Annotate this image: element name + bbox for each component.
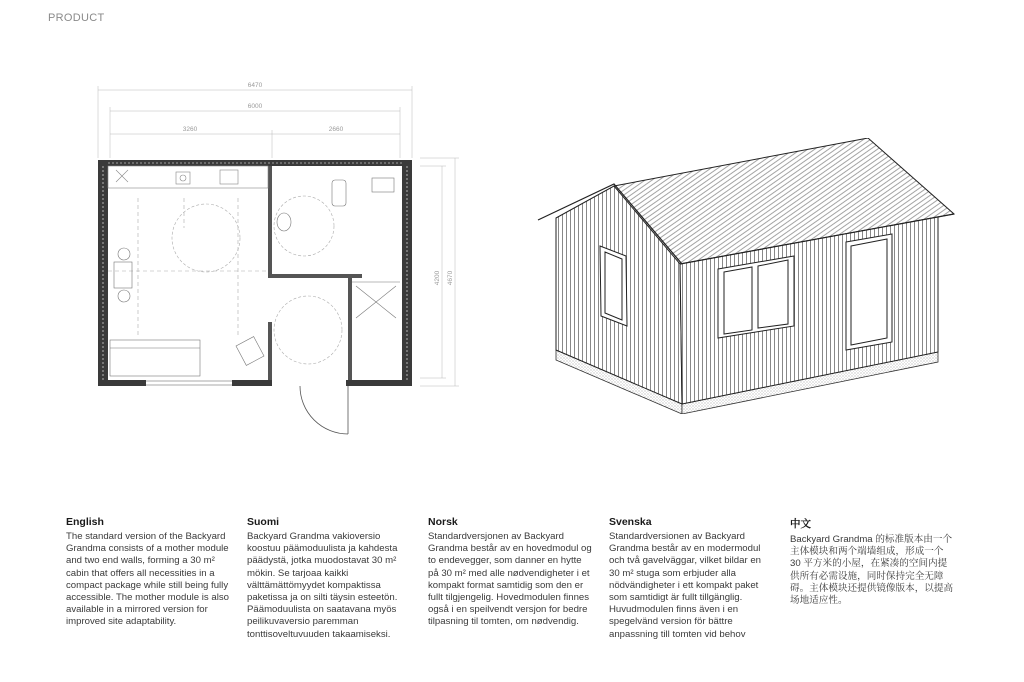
column-heading: English: [66, 516, 104, 528]
column-suomi: [247, 516, 412, 641]
gable-window: [600, 246, 627, 326]
turning-circles: [172, 196, 342, 364]
column-body: The standard version of the Backyard Grandma consists of a mother module and two end walls, forming a 30 m² cabin that offers all necessities in a compact package while still being fully accessible. The mother module is also available in a mirrored version for improved site adaptability.: [66, 531, 229, 628]
column-norsk: [428, 516, 593, 629]
column-heading: Svenska: [609, 516, 652, 528]
column-english: [66, 516, 231, 629]
exterior-walls: [98, 160, 412, 386]
dim-left-room: 3260: [182, 126, 198, 133]
furniture: [110, 248, 264, 376]
column-svenska: [609, 516, 774, 641]
side-door: [846, 234, 892, 350]
column-heading: 中文: [790, 518, 811, 530]
dim-right-room: 2660: [328, 126, 344, 133]
column-heading: Suomi: [247, 516, 280, 528]
floor-plan-drawing: [80, 78, 470, 438]
column-body: Standardversjonen av Backyard Grandma består av en hovedmodul og to endevegger, som danner en hytte på 30 m² med alle nødvendigheter i et kompakt format samtidig som den er fullt tilgjengelig. Hovedmodulen finnes også i en speilvendt versjon for bedre tilpasning til tomten, om nødvendig.: [428, 531, 592, 628]
side-window: [718, 256, 794, 338]
kitchen-fixtures: [108, 166, 268, 188]
entry-door: [300, 386, 348, 434]
page-label: PRODUCT: [48, 12, 105, 24]
column-chinese: [790, 516, 955, 607]
column-body: Backyard Grandma 的标准版本由一个主体模块和两个端墙组成，形成一个 30 平方米的小屋，在紧凑的空间内提供所有必需设施，同时保持完全无障碍。主体模块还提供镜像版本，以提高场地适应性。: [790, 534, 954, 607]
column-body: Standardversionen av Backyard Grandma består av en modermodul och två gavelväggar, vilket bildar en 30 m² stuga som erbjuder alla nödvändigheter i ett kompakt paket som samtidigt är fullt tillgänglig. Huvudmodulen finns även i en spegelvänd version för bättre anpassning till tomten vid behov: [609, 531, 761, 640]
bathroom-fixtures: [277, 178, 400, 318]
wall-insulation: [103, 163, 407, 380]
cabin-isometric-drawing: [530, 138, 960, 414]
dim-inner-width: 6000: [247, 103, 263, 110]
column-heading: Norsk: [428, 516, 458, 528]
dim-overall-depth: 4670: [447, 270, 454, 286]
dim-overall-width: 6470: [247, 82, 263, 89]
column-body: Backyard Grandma vakioversio koostuu päämoduulista ja kahdesta päädystä, jotka muodostavat 30 m² mökin. Se tarjoaa kaikki välttämättömyydet kompaktissa paketissa ja on silti täysin esteetön. Päämoduulista on saatavana myös peilikuvaversio paremman tonttisoveltuvuuden takaamiseksi.: [247, 531, 398, 640]
windows-bottom: [146, 381, 232, 385]
dim-inner-depth: 4200: [434, 270, 441, 286]
